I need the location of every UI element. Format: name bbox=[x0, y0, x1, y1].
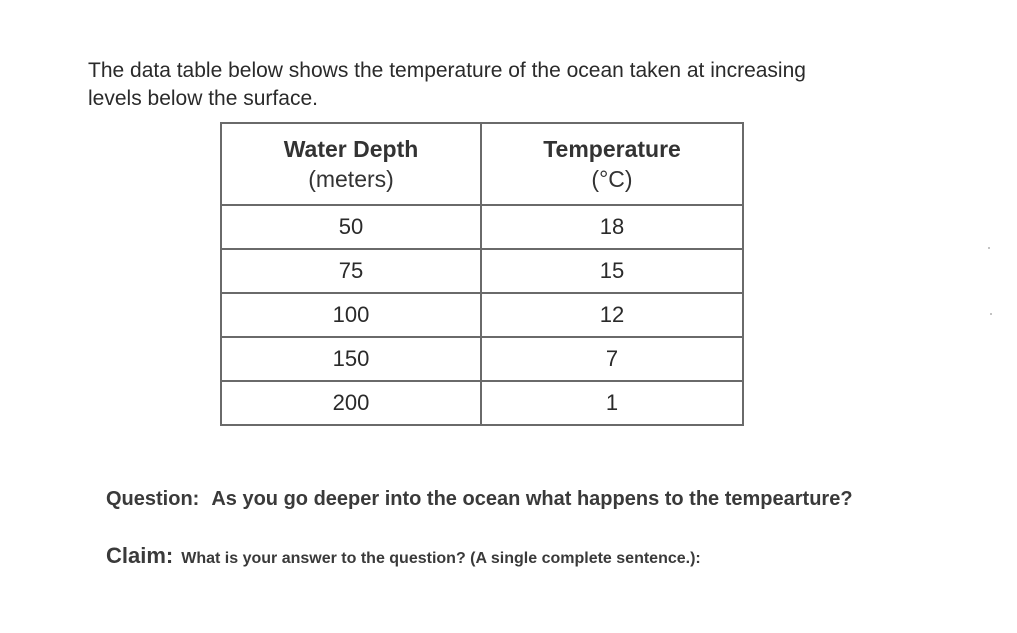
claim-prompt: What is your answer to the question? (A single complete sentence.): bbox=[181, 550, 701, 567]
header-temperature bbox=[481, 123, 743, 205]
depth-cell: 50 bbox=[221, 205, 481, 249]
table-row bbox=[221, 205, 743, 249]
claim-line bbox=[106, 543, 701, 569]
scan-speck bbox=[988, 247, 990, 249]
depth-temperature-table bbox=[220, 122, 744, 426]
table-row bbox=[221, 293, 743, 337]
depth-cell: 75 bbox=[221, 249, 481, 293]
question-line bbox=[106, 488, 853, 511]
table-row bbox=[221, 249, 743, 293]
scan-speck bbox=[990, 313, 992, 315]
intro-line-1: The data table below shows the temperature of the ocean taken at increasing bbox=[88, 59, 806, 82]
temperature-cell: 12 bbox=[481, 293, 743, 337]
header-temperature-unit: (°C) bbox=[591, 166, 633, 192]
depth-cell: 150 bbox=[221, 337, 481, 381]
depth-cell: 200 bbox=[221, 381, 481, 425]
table-row bbox=[221, 381, 743, 425]
header-water-depth-title: Water Depth bbox=[283, 136, 419, 162]
question-text: As you go deeper into the ocean what happens to the tempearture? bbox=[211, 488, 853, 510]
table-header-row bbox=[221, 123, 743, 205]
intro-paragraph bbox=[88, 57, 928, 113]
header-water-depth-unit: (meters) bbox=[308, 166, 394, 192]
header-water-depth bbox=[221, 123, 481, 205]
temperature-cell: 18 bbox=[481, 205, 743, 249]
temperature-cell: 15 bbox=[481, 249, 743, 293]
header-temperature-title: Temperature bbox=[543, 136, 681, 162]
depth-cell: 100 bbox=[221, 293, 481, 337]
table-row bbox=[221, 337, 743, 381]
temperature-cell: 7 bbox=[481, 337, 743, 381]
intro-line-2: levels below the surface. bbox=[88, 87, 318, 110]
question-label: Question: bbox=[106, 488, 200, 510]
temperature-cell: 1 bbox=[481, 381, 743, 425]
claim-label: Claim: bbox=[106, 543, 174, 568]
